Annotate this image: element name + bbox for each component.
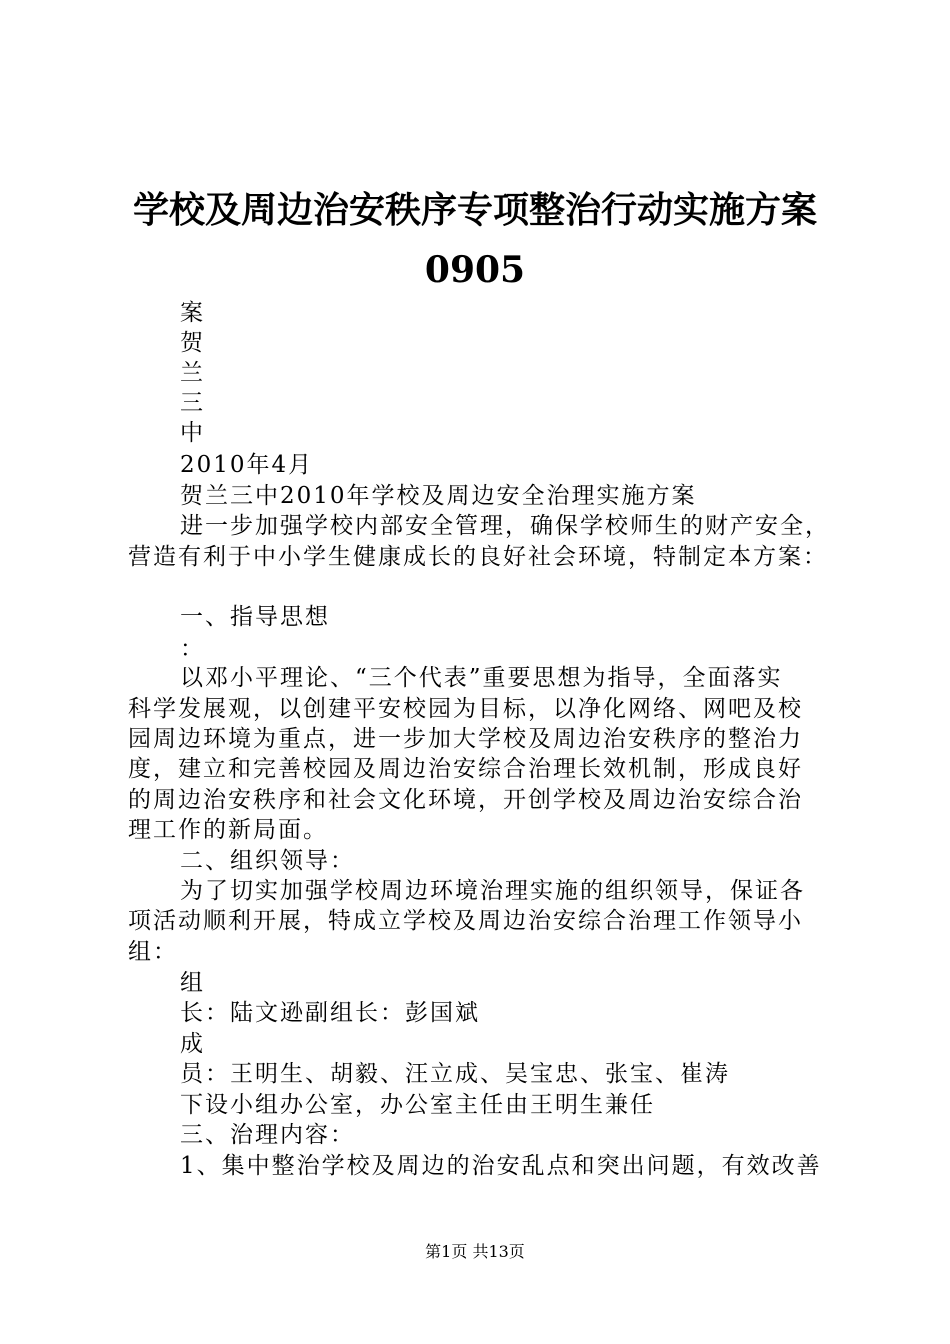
section-heading: 三、治理内容： xyxy=(180,1122,355,1148)
body-line: 为了切实加强学校周边环境治理实施的组织领导，保证各 xyxy=(180,878,805,904)
body-line: 的周边治安秩序和社会文化环境，开创学校及周边治安综合治 xyxy=(128,787,803,813)
body-line: 案 xyxy=(180,300,205,326)
section-heading: 二、组织领导： xyxy=(180,848,355,874)
body-line: 组 xyxy=(180,970,205,996)
section-heading: 一、指导思想 xyxy=(180,604,330,630)
body-line: 成 xyxy=(180,1031,205,1057)
body-line: 2010年4月 xyxy=(180,452,314,478)
document-title-line-2: 0905 xyxy=(424,249,526,291)
body-line: 中 xyxy=(180,420,205,446)
body-line: 下设小组办公室，办公室主任由王明生兼任 xyxy=(180,1092,655,1118)
page-number-footer: 第1页 共13页 xyxy=(425,1242,525,1261)
body-line: 项活动顺利开展，特成立学校及周边治安综合治理工作领导小 xyxy=(128,908,803,934)
body-line: 长：陆文逊副组长：彭国斌 xyxy=(180,1000,480,1026)
body-line: 员：王明生、胡毅、汪立成、吴宝忠、张宝、崔涛 xyxy=(180,1061,730,1087)
body-line: 1、集中整治学校及周边的治安乱点和突出问题，有效改善 xyxy=(180,1153,822,1179)
body-line: 进一步加强学校内部安全管理，确保学校师生的财产安全， xyxy=(180,513,830,539)
body-line: 营造有利于中小学生健康成长的良好社会环境，特制定本方案： xyxy=(128,544,828,570)
body-line: 园周边环境为重点，进一步加大学校及周边治安秩序的整治力 xyxy=(128,726,803,752)
body-line: 以邓小平理论、“三个代表”重要思想为指导，全面落实 xyxy=(180,665,783,691)
body-line: 贺 xyxy=(180,330,205,356)
body-line: ： xyxy=(180,636,205,662)
body-line: 度，建立和完善校园及周边治安综合治理长效机制，形成良好 xyxy=(128,756,803,782)
body-line: 理工作的新局面。 xyxy=(128,817,328,843)
body-line: 组： xyxy=(128,939,178,965)
document-title-line-1: 学校及周边治安秩序专项整治行动实施方案 xyxy=(132,189,817,231)
body-line: 贺兰三中2010年学校及周边安全治理实施方案 xyxy=(180,483,697,509)
body-line: 科学发展观，以创建平安校园为目标，以净化网络、网吧及校 xyxy=(128,696,803,722)
body-line: 兰 xyxy=(180,360,205,386)
body-line: 三 xyxy=(180,390,205,416)
